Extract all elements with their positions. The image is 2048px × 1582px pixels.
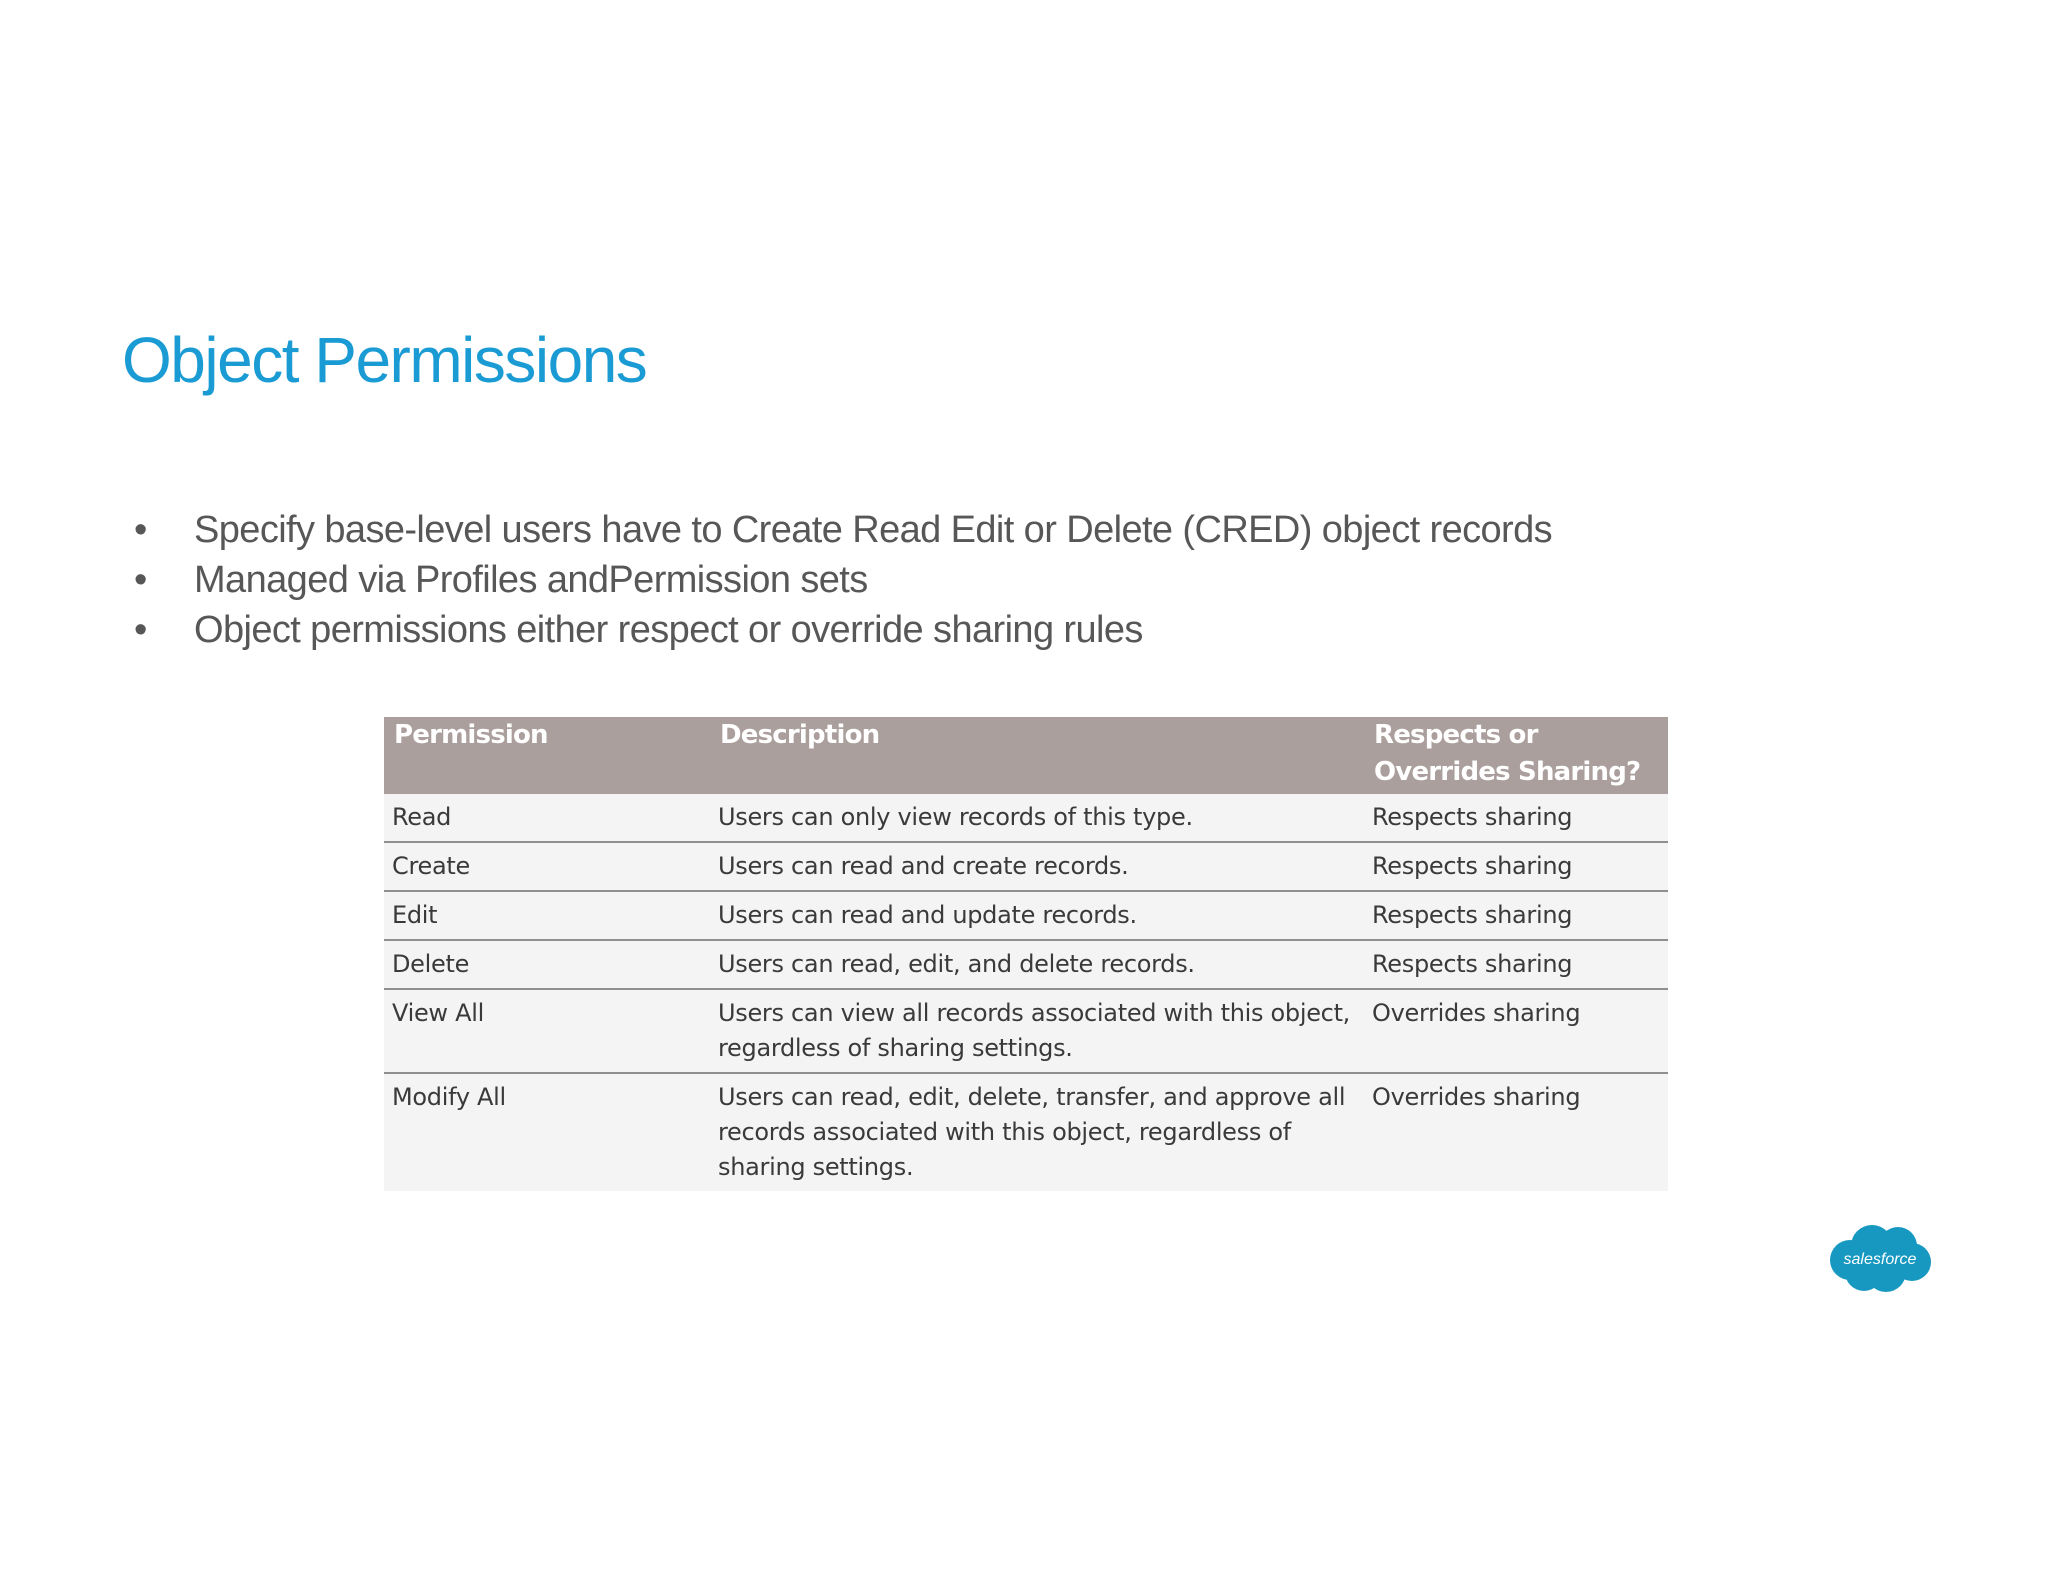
- header-sharing: Respects or Overrides Sharing?: [1364, 717, 1668, 794]
- cell-description: Users can read, edit, delete, transfer, and approve all records associated with this object, regardless of sharing settings.: [718, 1083, 1346, 1181]
- bullet-text: Managed via Profiles andPermission sets: [194, 559, 868, 601]
- cell-description: Users can read and update records.: [710, 891, 1364, 940]
- cell-sharing: Overrides sharing: [1364, 989, 1668, 1073]
- cell-description: Users can read and create records.: [710, 842, 1364, 891]
- cell-permission: View All: [384, 989, 710, 1073]
- cell-description: Users can only view records of this type.: [710, 794, 1364, 842]
- cell-sharing: Respects sharing: [1364, 842, 1668, 891]
- bullet-item: [134, 555, 1552, 605]
- bullet-text: Object permissions either respect or override sharing rules: [194, 609, 1143, 651]
- bullet-text: Specify base-level users have to Create Read Edit or Delete (CRED) object records: [194, 509, 1553, 551]
- table-header-row: [384, 717, 1668, 794]
- table-row: [384, 794, 1668, 842]
- bullet-list: [134, 505, 1552, 655]
- cell-sharing: Respects sharing: [1364, 891, 1668, 940]
- cell-permission: Read: [384, 794, 710, 842]
- cell-description: Users can read, edit, and delete records.: [710, 940, 1364, 989]
- table-row: [384, 891, 1668, 940]
- bullet-dot: •: [134, 609, 147, 651]
- table-row: [384, 940, 1668, 989]
- bullet-item: [134, 605, 1552, 655]
- salesforce-logo-icon: [1828, 1222, 1932, 1296]
- bullet-dot: •: [134, 509, 147, 551]
- table-row: [384, 842, 1668, 891]
- header-description: Description: [710, 717, 1364, 794]
- cell-permission: Edit: [384, 891, 710, 940]
- table-row: [384, 1073, 1668, 1191]
- bullet-dot: •: [134, 559, 147, 601]
- permissions-table: [384, 717, 1668, 1191]
- cell-permission: Modify All: [392, 1083, 506, 1111]
- bullet-item: [134, 505, 1552, 555]
- slide-title: Object Permissions: [122, 324, 647, 396]
- table-row: [384, 989, 1668, 1073]
- cell-permission: Delete: [384, 940, 710, 989]
- cell-sharing: Overrides sharing: [1372, 1083, 1581, 1111]
- logo-text: salesforce: [1843, 1251, 1917, 1268]
- cell-sharing: Respects sharing: [1364, 940, 1668, 989]
- cell-permission: Create: [384, 842, 710, 891]
- cell-description: Users can view all records associated with this object, regardless of sharing settings.: [710, 989, 1364, 1073]
- cell-sharing: Respects sharing: [1364, 794, 1668, 842]
- header-permission: Permission: [384, 717, 710, 794]
